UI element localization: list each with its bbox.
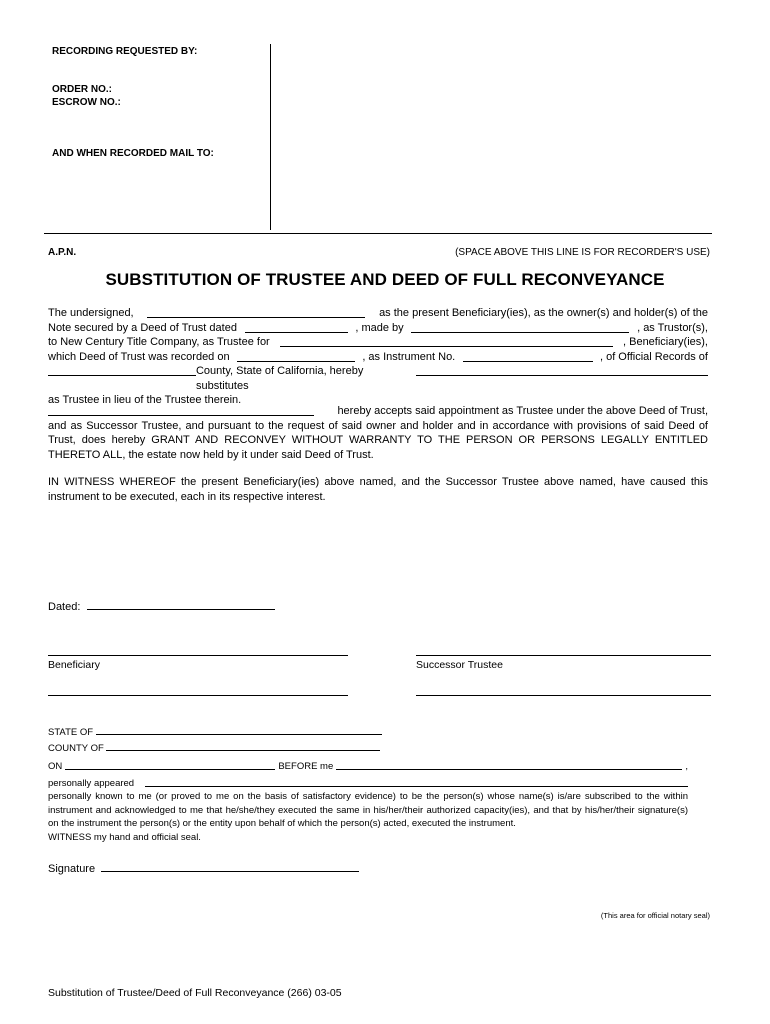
p1-line4c: , of Official Records of — [599, 350, 708, 363]
p1-line2a: Note secured by a Deed of Trust dated — [48, 321, 237, 334]
order-no-label: ORDER NO.: — [52, 84, 112, 95]
p1-line2b: , made by — [355, 321, 404, 334]
recorder-use-note: (SPACE ABOVE THIS LINE IS FOR RECORDER'S USE) — [455, 247, 710, 258]
state-of-field[interactable] — [96, 725, 382, 735]
beneficiary-signature-line[interactable] — [48, 655, 348, 656]
p2-line1: hereby accepts said appointment as Trustee under the above Deed of Trust, — [337, 405, 708, 417]
state-of-row — [48, 725, 382, 740]
successor-trustee-name-field[interactable] — [48, 404, 314, 416]
personally-appeared-label: personally appeared — [48, 778, 135, 789]
before-me-field[interactable] — [336, 760, 682, 770]
p1-line6: as Trustee in lieu of the Trustee therein. — [48, 394, 242, 406]
beneficiary-name-field[interactable] — [147, 306, 365, 318]
notary-seal-note: (This area for official notary seal) — [600, 911, 710, 920]
personally-appeared-row — [48, 777, 688, 791]
county-of-label: COUNTY OF — [48, 743, 104, 754]
dated-field[interactable] — [87, 598, 275, 610]
deed-date-field[interactable] — [245, 321, 348, 333]
paragraph-acceptance — [48, 404, 708, 462]
trustee-for-field[interactable] — [280, 335, 613, 347]
notary-acknowledgment-text: personally known to me (or proved to me on the basis of satisfactory evidence) to be the person(s) whose name(s) is/are subscribed to the within instrument and acknowledged to me that he/she/they executed the same in his/her/their authorized capacity(ies), and that by his/her/their signature(s) on the instrument the person(s) or the entity upon behalf of which the person(s) acted, executed the instrument. — [48, 791, 688, 829]
p1-line4b: , as Instrument No. — [362, 350, 456, 363]
recording-requested-by-label: RECORDING REQUESTED BY: — [52, 46, 198, 57]
paragraph-substitution — [48, 306, 708, 408]
recorded-on-field[interactable] — [237, 350, 355, 362]
on-label: ON — [48, 761, 63, 772]
beneficiary-label: Beneficiary — [48, 659, 100, 671]
trustor-name-field[interactable] — [411, 321, 629, 333]
p1-line3b: , Beneficiary(ies), — [623, 336, 708, 348]
on-before-row — [48, 760, 688, 774]
escrow-no-label: ESCROW NO.: — [52, 97, 121, 108]
p1-line1b: as the present Beneficiary(ies), as the owner(s) and holder(s) of the — [379, 307, 708, 319]
before-me-label: BEFORE me — [278, 761, 334, 772]
successor-trustee-label: Successor Trustee — [416, 659, 503, 671]
page-title: SUBSTITUTION OF TRUSTEE AND DEED OF FULL RECONVEYANCE — [105, 270, 665, 289]
notary-signature-field[interactable] — [101, 860, 359, 872]
notary-signature-row — [48, 860, 359, 877]
county-of-field[interactable] — [106, 741, 380, 751]
beneficiary-signature-line-2[interactable] — [48, 695, 348, 696]
dated-label: Dated: — [48, 601, 81, 613]
p1-line3a: to New Century Title Company, as Trustee for — [48, 336, 270, 348]
paragraph-witness: IN WITNESS WHEREOF the present Beneficiary(ies) above named, and the Successor Trustee above named, have caused this instrument to be executed, each in its respective interest. — [48, 476, 708, 503]
dated-row — [48, 598, 275, 615]
before-me-comma: , — [685, 761, 688, 772]
county-field[interactable] — [48, 364, 196, 376]
instrument-no-field[interactable] — [463, 350, 593, 362]
mail-to-label: AND WHEN RECORDED MAIL TO: — [52, 148, 214, 159]
on-date-field[interactable] — [65, 760, 275, 770]
substitute-trustee-field[interactable] — [416, 364, 708, 376]
p1-line2c: , as Trustor(s), — [637, 321, 708, 334]
personally-appeared-field[interactable] — [145, 777, 688, 787]
p2-rest: and as Successor Trustee, and pursuant to the request of said owner and holder and in accordance with provisions of said Deed of Trust, does hereby GRANT AND RECONVEY WITHOUT WARRANTY TO THE PERSON OR PERSONS LEGALLY ENTITLED THERETO ALL, the estate now held by it under said Deed of Trust. — [48, 419, 708, 461]
successor-trustee-signature-line-2[interactable] — [416, 695, 711, 696]
apn-label: A.P.N. — [48, 247, 77, 258]
form-footer: Substitution of Trustee/Deed of Full Reconveyance (266) 03-05 — [48, 987, 342, 999]
recorder-box-divider — [270, 44, 271, 230]
successor-trustee-signature-line[interactable] — [416, 655, 711, 656]
county-of-row — [48, 741, 380, 756]
signature-label: Signature — [48, 863, 96, 875]
p1-line5a: County, State of California, hereby substitutes — [195, 365, 364, 392]
recorder-space-line — [44, 233, 712, 234]
notary-witness-text: WITNESS my hand and official seal. — [48, 832, 201, 843]
state-of-label: STATE OF — [48, 727, 94, 738]
p1-line1a: The undersigned, — [48, 307, 134, 319]
p1-line4a: which Deed of Trust was recorded on — [48, 350, 230, 363]
